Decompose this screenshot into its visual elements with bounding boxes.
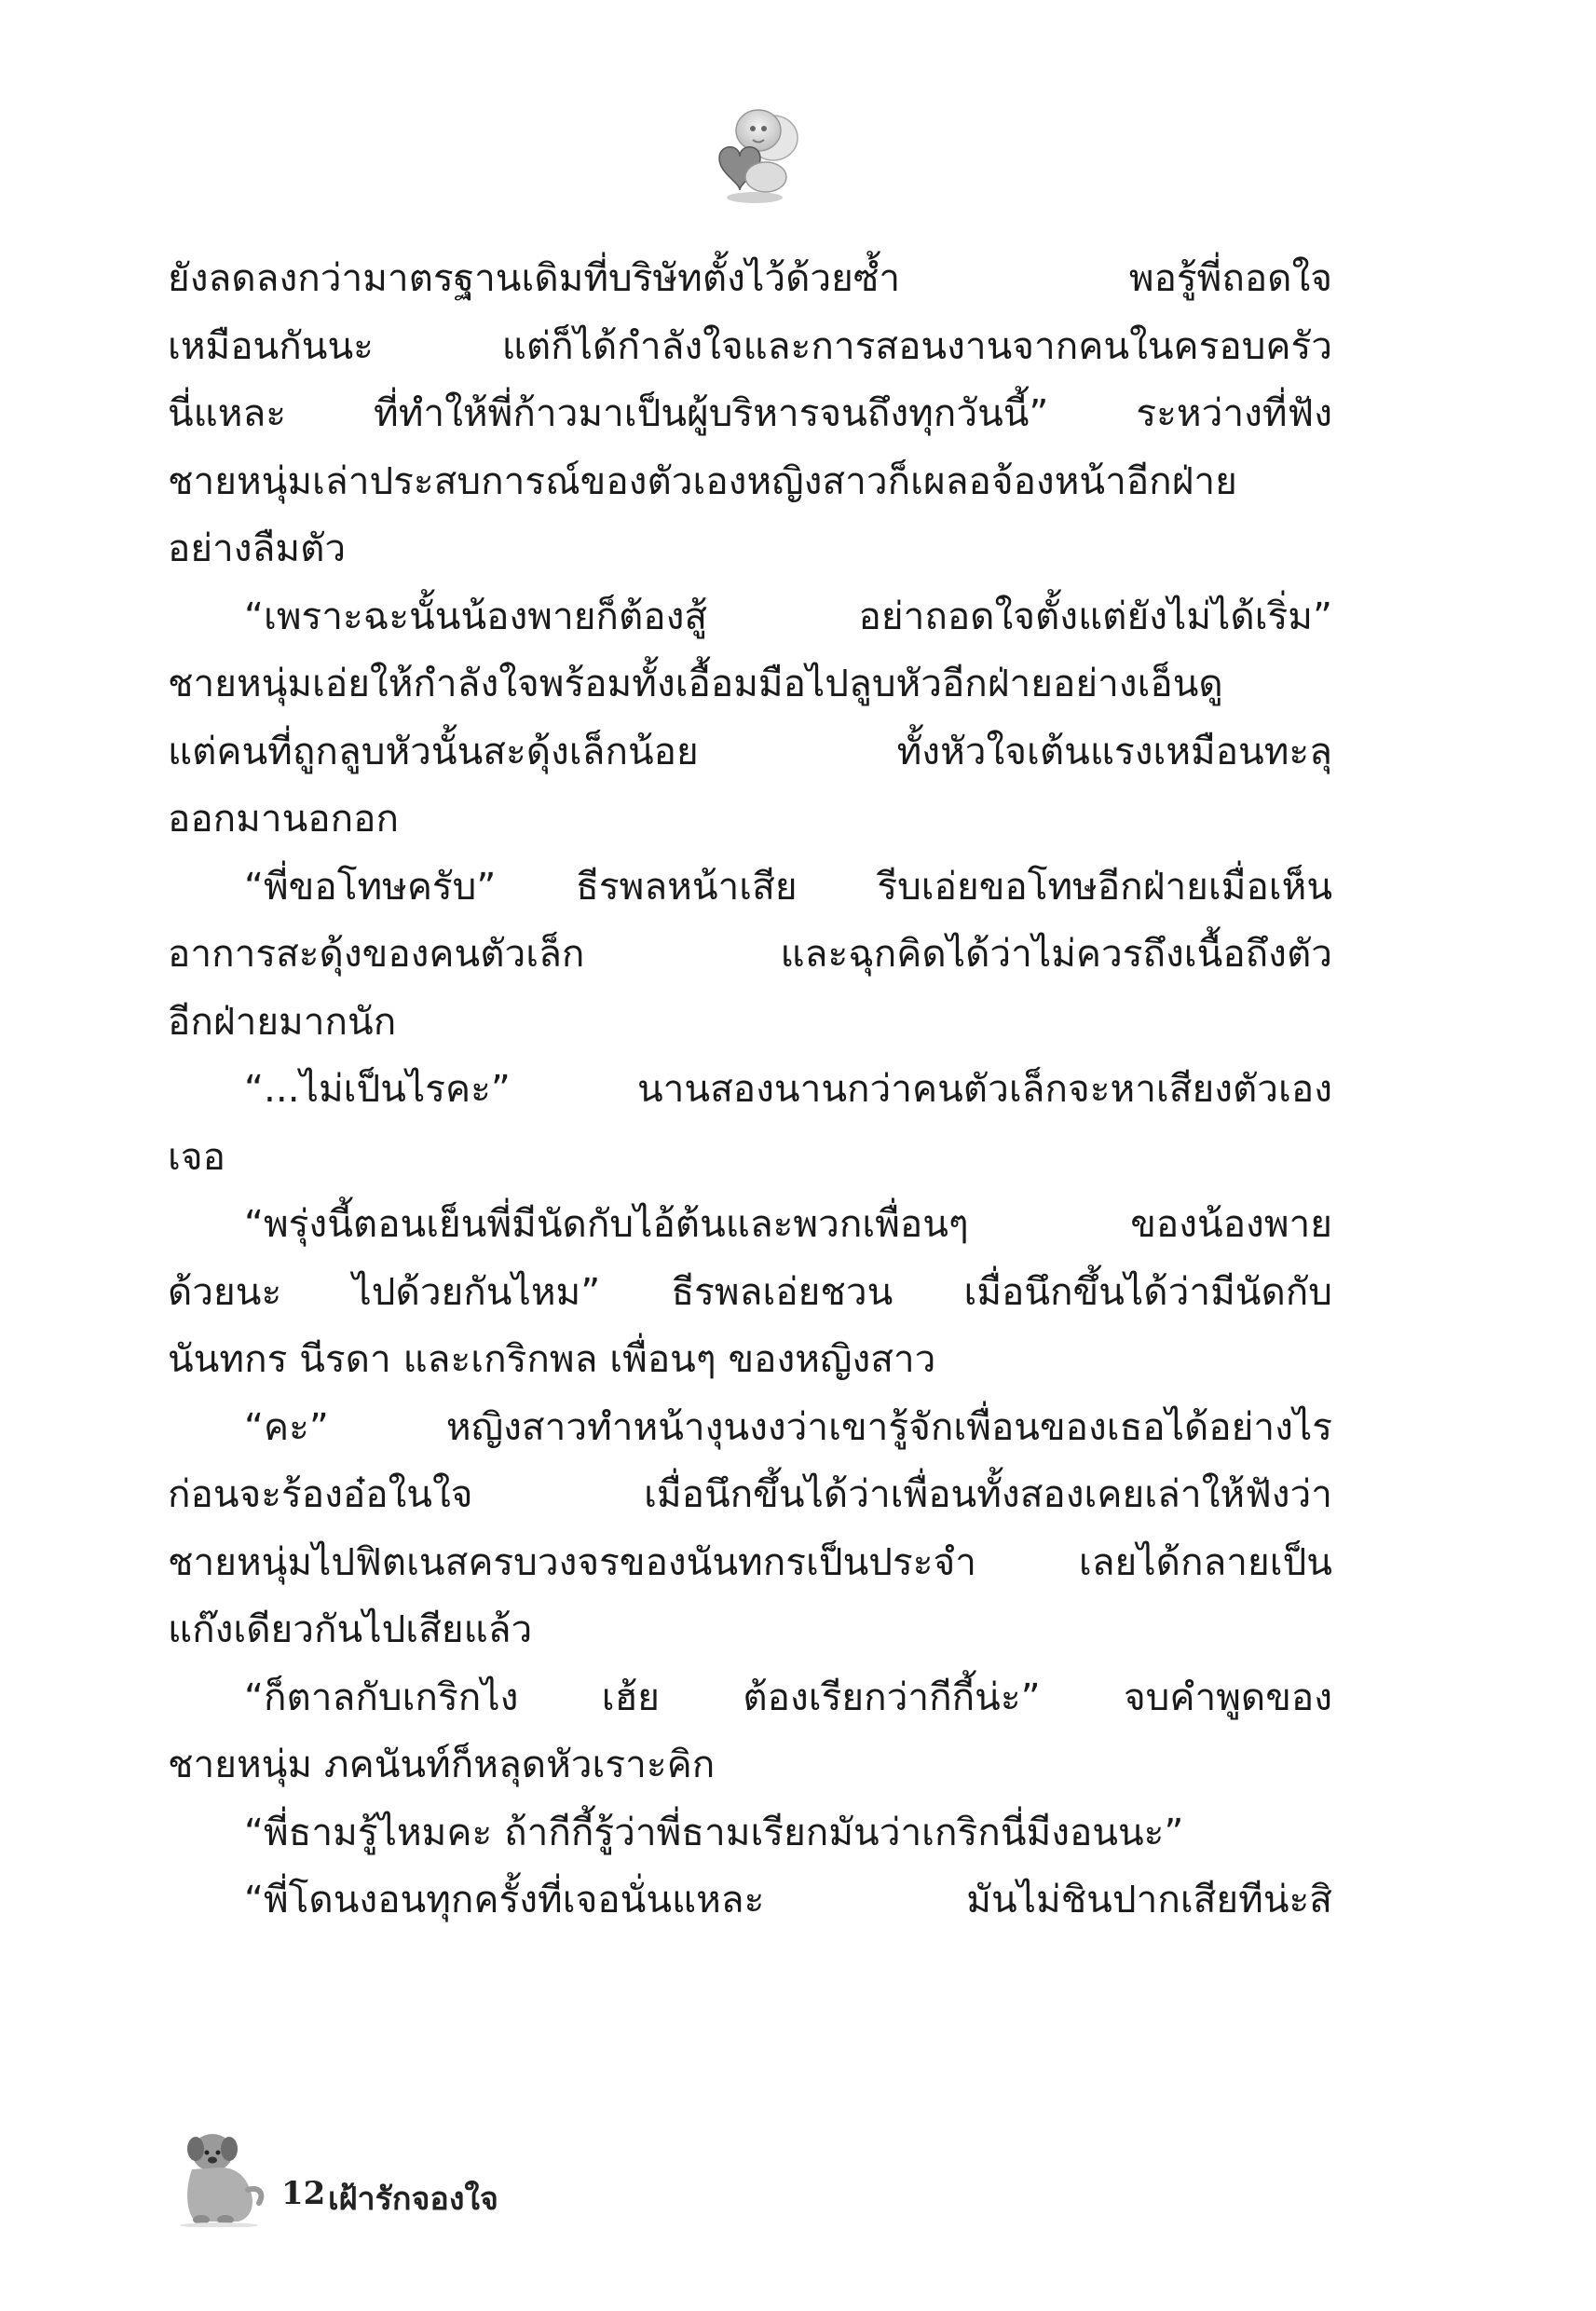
text-line: “...ไม่เป็นไรคะ” นานสองนานกว่าคนตัวเล็กจะหาเสียงตัวเอง	[244, 1066, 1332, 1111]
text-line: อย่างลืมตัว	[168, 526, 347, 570]
text-line: ชายหนุ่มเอ่ยให้กำลังใจพร้อมทั้งเอื้อมมือไปลูบหัวอีกฝ่ายอย่างเอ็นดู	[168, 661, 1223, 705]
text-line: “พี่ธามรู้ไหมคะ ถ้ากีกี้รู้ว่าพี่ธามเรียกมันว่าเกริกนี่มีงอนนะ”	[244, 1809, 1184, 1854]
text-line: นี่แหละ ที่ทำให้พี่ก้าวมาเป็นผู้บริหารจนถึงทุกวันนี้” ระหว่างที่ฟัง	[168, 390, 1332, 435]
page-number: 12	[281, 2175, 326, 2212]
text-line: ด้วยนะ ไปด้วยกันไหม” ธีรพลเอ่ยชวน เมื่อนึกขึ้นได้ว่ามีนัดกับ	[168, 1268, 1332, 1314]
text-line: ยังลดลงกว่ามาตรฐานเดิมที่บริษัทตั้งไว้ด้วยซ้ำ พอรู้พี่ถอดใจ	[168, 255, 1332, 300]
text-line: “พรุ่งนี้ตอนเย็นพี่มีนัดกับไอ้ต้นและพวกเพื่อนๆ ของน้องพาย	[244, 1201, 1332, 1246]
body-text	[168, 244, 1332, 1934]
text-line: เจอ	[168, 1133, 225, 1179]
text-line: อีกฝ่ายมากนัก	[168, 998, 397, 1044]
text-line: “พี่โดนงอนทุกครั้งที่เจอนั่นแหละ มันไม่ชินปากเสียทีน่ะสิ	[244, 1877, 1332, 1921]
dog-icon	[168, 2125, 270, 2227]
text-line: ชายหนุ่ม ภคนันท์ก็หลุดหัวเราะคิก	[168, 1742, 716, 1786]
text-line: อาการสะดุ้งของคนตัวเล็ก และฉุกคิดได้ว่าไม่ควรถึงเนื้อถึงตัว	[168, 931, 1332, 976]
text-line: ชายหนุ่มเล่าประสบการณ์ของตัวเองหญิงสาวก็เผลอจ้องหน้าอีกฝ่าย	[168, 458, 1237, 503]
text-line: ออกมานอกอก	[168, 796, 399, 841]
text-line: นันทกร นีรดา และเกริกพล เพื่อนๆ ของหญิงสาว	[168, 1336, 936, 1381]
cherub-heart-icon	[701, 103, 801, 207]
text-line: “คะ” หญิงสาวทำหน้างุนงงว่าเขารู้จักเพื่อนของเธอได้อย่างไร	[244, 1403, 1332, 1449]
text-line: ก่อนจะร้องอ๋อในใจ เมื่อนึกขึ้นได้ว่าเพื่อนทั้งสองเคยเล่าให้ฟังว่า	[168, 1471, 1332, 1516]
text-line: ชายหนุ่มไปฟิตเนสครบวงจรของนันทกรเป็นประจำ เลยได้กลายเป็น	[168, 1538, 1332, 1584]
page-footer	[168, 2125, 727, 2227]
text-line: “ก็ตาลกับเกริกไง เฮ้ย ต้องเรียกว่ากีกี้น่ะ” จบคำพูดของ	[244, 1674, 1332, 1719]
text-line: “เพราะฉะนั้นน้องพายก็ต้องสู้ อย่าถอดใจตั้งแต่ยังไม่ได้เริ่ม”	[244, 593, 1332, 638]
book-title: เฝ้ารักจองใจ	[328, 2181, 498, 2218]
text-line: แก๊งเดียวกันไปเสียแล้ว	[168, 1607, 533, 1651]
text-line: “พี่ขอโทษครับ” ธีรพลหน้าเสีย รีบเอ่ยขอโทษอีกฝ่ายเมื่อเห็น	[244, 863, 1332, 909]
text-line: แต่คนที่ถูกลูบหัวนั้นสะดุ้งเล็กน้อย ทั้งหัวใจเต้นแรงเหมือนทะลุ	[168, 728, 1332, 773]
text-line: เหมือนกันนะ แต่ก็ได้กำลังใจและการสอนงานจากคนในครอบครัว	[168, 322, 1332, 368]
